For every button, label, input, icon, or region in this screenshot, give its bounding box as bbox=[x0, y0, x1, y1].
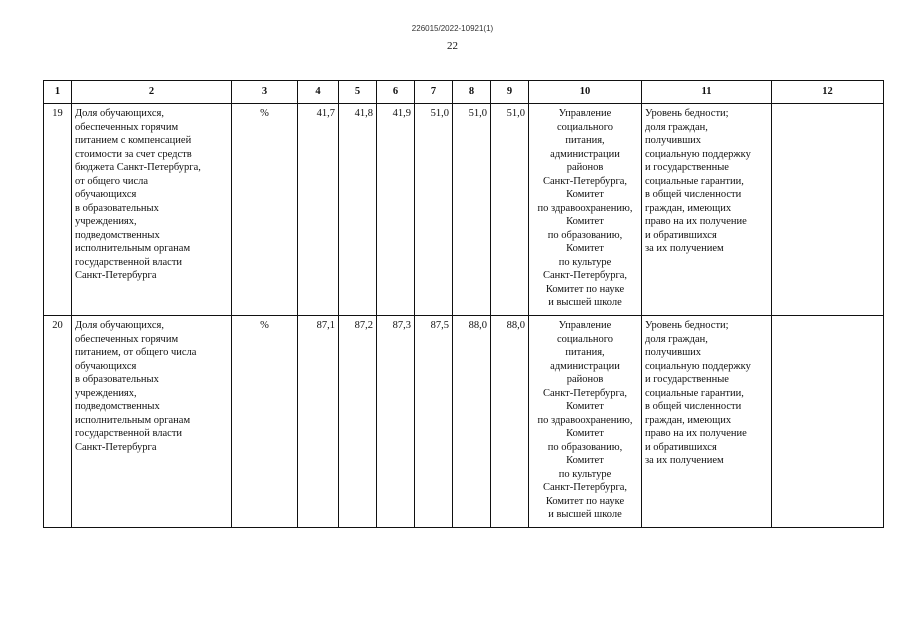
indicator-name-line: подведомственных bbox=[75, 229, 160, 241]
column-header: 12 bbox=[772, 81, 884, 104]
responsible-cell-line: Санкт-Петербурга, bbox=[542, 482, 628, 493]
note-cell-line: и обратившихся bbox=[645, 229, 717, 241]
indicator-name-line: государственной власти bbox=[75, 256, 183, 268]
responsible-cell-line: администрации bbox=[550, 148, 620, 160]
table-header-row bbox=[44, 81, 884, 104]
note-cell-line: Уровень бедности; bbox=[645, 108, 729, 119]
responsible-cell-line: Санкт-Петербурга, bbox=[542, 175, 628, 187]
note-cell-line: доля граждан, bbox=[645, 121, 708, 133]
indicator-name-line: обучающихся bbox=[75, 189, 137, 200]
responsible-cell-line: питания, bbox=[565, 135, 605, 146]
note-cell-line: социальные гарантии, bbox=[645, 387, 744, 399]
note-cell bbox=[642, 316, 772, 528]
responsible-cell-line: Комитет по науке bbox=[545, 283, 625, 295]
responsible-cell-line: Комитет bbox=[566, 455, 604, 466]
note-cell bbox=[642, 104, 772, 316]
responsible-cell-line: районов bbox=[566, 162, 604, 173]
value-cell: 87,5 bbox=[415, 316, 453, 528]
column-header: 6 bbox=[377, 81, 415, 104]
note-cell-line: в общей численности bbox=[645, 189, 742, 200]
indicator-name-line: питанием с компенсацией bbox=[75, 135, 192, 146]
note-cell-line: социальную поддержку bbox=[645, 148, 751, 160]
responsible-cell-line: по здравоохранению, bbox=[537, 202, 633, 214]
indicator-name bbox=[72, 316, 232, 528]
table-row bbox=[44, 316, 884, 528]
indicator-name-line: учреждениях, bbox=[75, 387, 137, 399]
responsible-cell-line: и высшей школе bbox=[548, 297, 622, 308]
note-cell-line: и государственные bbox=[645, 162, 729, 173]
column-header: 11 bbox=[642, 81, 772, 104]
value-cell: 88,0 bbox=[453, 316, 491, 528]
indicator-name-line: от общего числа bbox=[75, 175, 149, 187]
responsible-cell-line: Санкт-Петербурга, bbox=[542, 387, 628, 399]
responsible-cell-line: социального bbox=[556, 333, 614, 345]
indicator-name-line: в образовательных bbox=[75, 202, 159, 214]
row-number: 19 bbox=[44, 104, 72, 316]
column-12-cell bbox=[772, 104, 884, 316]
indicator-name-line: питанием, от общего числа bbox=[75, 347, 197, 358]
responsible-cell-line: Комитет bbox=[566, 401, 604, 412]
column-header: 8 bbox=[453, 81, 491, 104]
responsible-cell-line: социального bbox=[556, 121, 614, 133]
row-number: 20 bbox=[44, 316, 72, 528]
indicator-name-line: обучающихся bbox=[75, 360, 137, 372]
unit-cell: % bbox=[232, 104, 298, 316]
unit-cell: % bbox=[232, 316, 298, 528]
indicator-name-line: Санкт-Петербурга bbox=[75, 270, 157, 281]
responsible-cell-line: Санкт-Петербурга, bbox=[542, 270, 628, 281]
page-number: 22 bbox=[447, 40, 458, 52]
indicator-name-line: бюджета Санкт-Петербурга, bbox=[75, 162, 201, 173]
responsible-cell-line: по здравоохранению, bbox=[537, 414, 633, 426]
indicators-table bbox=[43, 80, 884, 528]
responsible-cell bbox=[529, 104, 642, 316]
note-cell-line: в общей численности bbox=[645, 401, 742, 412]
responsible-cell-line: по образованию, bbox=[547, 229, 623, 241]
value-cell: 41,9 bbox=[377, 104, 415, 316]
value-cell: 87,3 bbox=[377, 316, 415, 528]
indicator-name-line: в образовательных bbox=[75, 374, 159, 385]
column-header: 4 bbox=[298, 81, 339, 104]
column-12-cell bbox=[772, 316, 884, 528]
column-header: 9 bbox=[491, 81, 529, 104]
indicator-name bbox=[72, 104, 232, 316]
indicator-name-line: учреждениях, bbox=[75, 216, 137, 227]
indicator-name-line: стоимости за счет средств bbox=[75, 148, 192, 160]
responsible-cell-line: Комитет bbox=[566, 216, 604, 227]
responsible-cell-line: питания, bbox=[565, 347, 605, 358]
column-header: 3 bbox=[232, 81, 298, 104]
note-cell-line: за их получением bbox=[645, 455, 724, 466]
value-cell: 51,0 bbox=[453, 104, 491, 316]
indicator-name-line: исполнительным органам bbox=[75, 414, 191, 426]
responsible-cell-line: по культуре bbox=[558, 468, 612, 480]
responsible-cell bbox=[529, 316, 642, 528]
responsible-cell-line: по культуре bbox=[558, 256, 612, 268]
note-cell-line: Уровень бедности; bbox=[645, 320, 729, 331]
table-row bbox=[44, 104, 884, 316]
indicator-name-line: подведомственных bbox=[75, 401, 160, 412]
column-header: 5 bbox=[339, 81, 377, 104]
responsible-cell-line: Комитет bbox=[566, 428, 604, 439]
note-cell-line: за их получением bbox=[645, 243, 724, 254]
column-header: 1 bbox=[44, 81, 72, 104]
document-id: 226015/2022-10921(1) bbox=[411, 24, 494, 33]
indicator-name-line: Доля обучающихся, bbox=[75, 320, 164, 331]
responsible-cell-line: Управление bbox=[558, 108, 612, 119]
value-cell: 41,8 bbox=[339, 104, 377, 316]
note-cell-line: получивших bbox=[645, 347, 702, 358]
indicator-name-line: Санкт-Петербурга bbox=[75, 441, 157, 453]
responsible-cell-line: Комитет bbox=[566, 189, 604, 200]
responsible-cell-line: по образованию, bbox=[547, 441, 623, 453]
note-cell-line: граждан, имеющих bbox=[645, 202, 732, 214]
indicator-name-line: государственной власти bbox=[75, 428, 183, 439]
value-cell: 51,0 bbox=[491, 104, 529, 316]
responsible-cell-line: Управление bbox=[558, 320, 612, 331]
column-header: 7 bbox=[415, 81, 453, 104]
note-cell-line: право на их получение bbox=[645, 428, 747, 439]
responsible-cell-line: Комитет по науке bbox=[545, 495, 625, 507]
note-cell-line: право на их получение bbox=[645, 216, 747, 227]
value-cell: 87,1 bbox=[298, 316, 339, 528]
column-header: 2 bbox=[72, 81, 232, 104]
responsible-cell-line: районов bbox=[566, 374, 604, 385]
note-cell-line: и государственные bbox=[645, 374, 729, 385]
note-cell-line: граждан, имеющих bbox=[645, 414, 732, 426]
responsible-cell-line: и высшей школе bbox=[548, 509, 622, 520]
value-cell: 88,0 bbox=[491, 316, 529, 528]
value-cell: 51,0 bbox=[415, 104, 453, 316]
note-cell-line: социальную поддержку bbox=[645, 360, 751, 372]
indicator-name-line: исполнительным органам bbox=[75, 243, 191, 254]
value-cell: 87,2 bbox=[339, 316, 377, 528]
responsible-cell-line: Комитет bbox=[566, 243, 604, 254]
note-cell-line: социальные гарантии, bbox=[645, 175, 744, 187]
indicator-name-line: Доля обучающихся, bbox=[75, 108, 164, 119]
value-cell: 41,7 bbox=[298, 104, 339, 316]
note-cell-line: и обратившихся bbox=[645, 441, 717, 453]
column-header: 10 bbox=[529, 81, 642, 104]
indicator-name-line: обеспеченных горячим bbox=[75, 121, 179, 133]
note-cell-line: доля граждан, bbox=[645, 333, 708, 345]
responsible-cell-line: администрации bbox=[550, 360, 620, 372]
indicator-name-line: обеспеченных горячим bbox=[75, 333, 179, 345]
note-cell-line: получивших bbox=[645, 135, 702, 146]
